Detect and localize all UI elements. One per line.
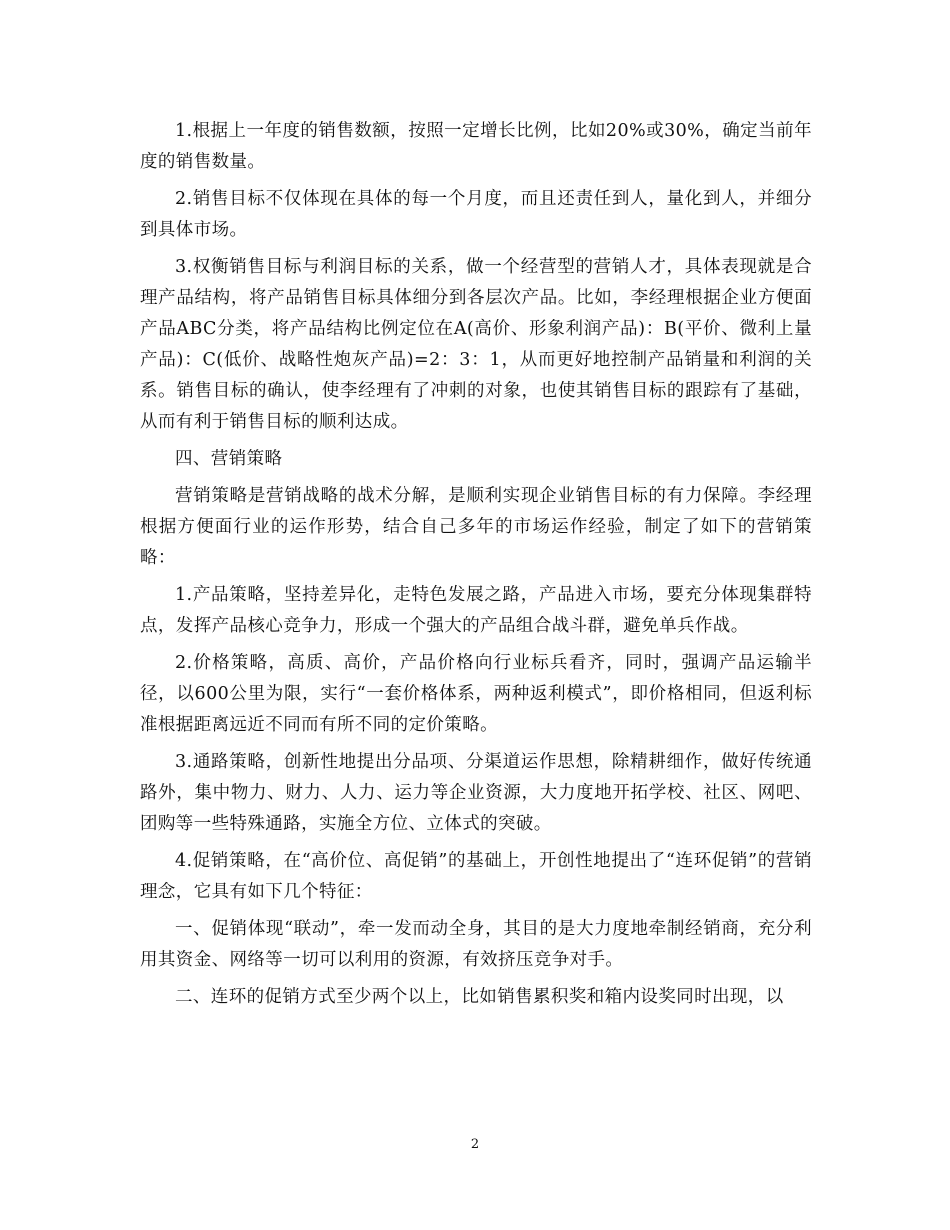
- section-heading-marketing-strategy: 四、营销策略: [175, 449, 283, 469]
- paragraph-sales-volume: 1.根据上一年度的销售数额，按照一定增长比例，比如20%或30%，确定当前年度的销售数量。: [140, 121, 812, 172]
- paragraph-channel-strategy: 3.通路策略，创新性地提出分品项、分渠道运作思想，除精耕细作，做好传统通路外，集中物力、财力、人力、运力等企业资源，大力度地开拓学校、社区、网吧、团购等一些特殊通路，实施全方位、立体式的突破。: [140, 752, 812, 834]
- document-body: [140, 116, 812, 1019]
- paragraph-promotion-feature-1: 一、促销体现“联动”，牵一发而动全身，其目的是大力度地牵制经销商，充分利用其资金、网络等一切可以利用的资源，有效挤压竞争对手。: [140, 919, 812, 970]
- paragraph-sales-target-breakdown: 2.销售目标不仅体现在具体的每一个月度，而且还责任到人，量化到人，并细分到具体市场。: [140, 189, 812, 240]
- page-number: 2: [470, 1137, 480, 1152]
- paragraph-promotion-feature-2: 二、连环的促销方式至少两个以上，比如销售累积奖和箱内设奖同时出现，以: [175, 987, 784, 1007]
- paragraph-price-strategy: 2.价格策略，高质、高价，产品价格向行业标兵看齐，同时，强调产品运输半径，以600公里为限，实行“一套价格体系，两种返利模式”，即价格相同，但返利标准根据距离远近不同而有所不同的定价策略。: [140, 653, 812, 735]
- paragraph-strategy-intro: 营销策略是营销战略的战术分解，是顺利实现企业销售目标的有力保障。李经理根据方便面行业的运作形势，结合自己多年的市场运作经验，制定了如下的营销策略：: [140, 486, 812, 568]
- paragraph-promotion-strategy: 4.促销策略，在“高价位、高促销”的基础上，开创性地提出了“连环促销”的营销理念，它具有如下几个特征：: [140, 851, 812, 902]
- paragraph-profit-balance: 3.权衡销售目标与利润目标的关系，做一个经营型的营销人才，具体表现就是合理产品结构，将产品销售目标具体细分到各层次产品。比如，李经理根据企业方便面产品ABC分类，将产品结构比例定位在A(高价、形象利润产品)：B(平价、微利上量产品)：C(低价、战略性炮灰产品)=2：3：1，从而更好地控制产品销量和利润的关系。销售目标的确认，使李经理有了冲刺的对象，也使其销售目标的跟踪有了基础，从而有利于销售目标的顺利达成。: [140, 257, 812, 432]
- paragraph-product-strategy: 1.产品策略，坚持差异化，走特色发展之路，产品进入市场，要充分体现集群特点，发挥产品核心竞争力，形成一个强大的产品组合战斗群，避免单兵作战。: [140, 585, 812, 636]
